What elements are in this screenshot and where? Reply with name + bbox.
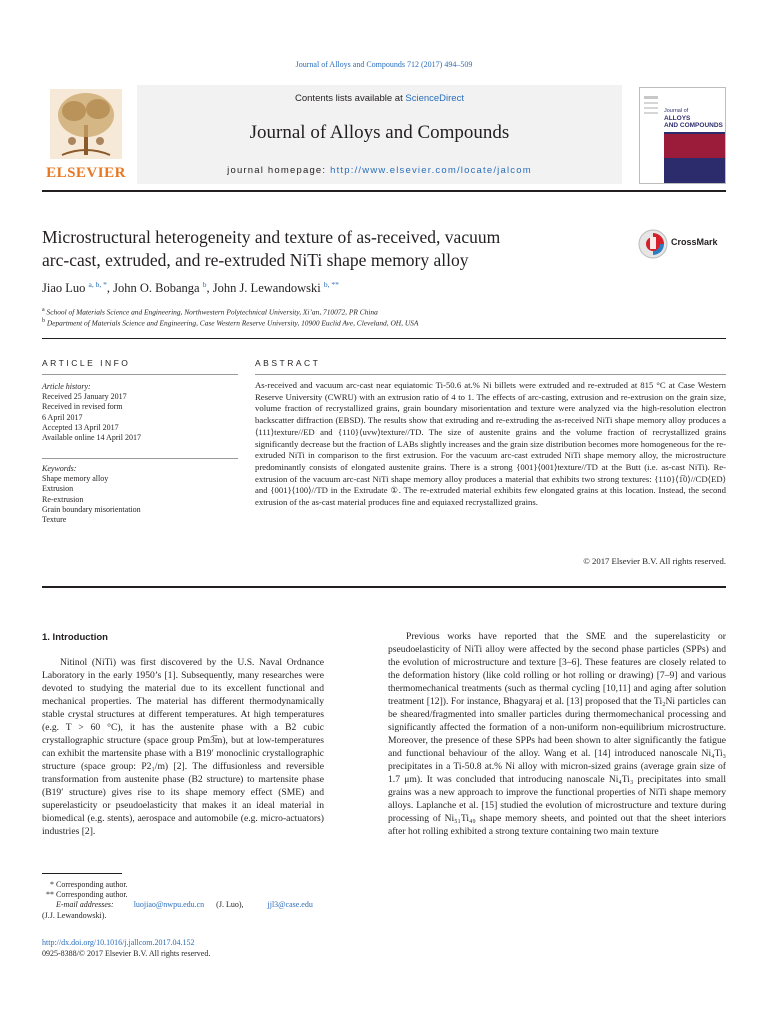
issn-line: 0925-8388/© 2017 Elsevier B.V. All rights reserved. (42, 948, 211, 958)
crossmark-icon (638, 229, 668, 259)
author-name[interactable]: Jiao Luo (42, 281, 86, 296)
elsevier-tree-icon (42, 85, 130, 163)
history-item: Received in revised form (42, 402, 123, 412)
affiliation: $^b$ Department of Materials Science and Engineering, Case Western Reserve University, 10900 Euclid Ave, Cleveland, OH, USA (42, 318, 419, 328)
keyword: Texture (42, 515, 67, 525)
journal-citation[interactable]: Journal of Alloys and Compounds 712 (2017) 494–509 (295, 60, 473, 69)
article-title: Microstructural heterogeneity and texture of as-received, vacuum arc-cast, extruded, and re-extruded NiTi shape memory alloy (42, 227, 501, 270)
journal-banner (137, 85, 622, 184)
abstract-heading: ABSTRACT (255, 358, 321, 368)
intro-right-column (388, 630, 726, 838)
crossmark-label: CrossMark (671, 237, 718, 247)
article-history (42, 382, 238, 443)
section-heading-introduction: 1. Introduction (42, 632, 108, 643)
keywords-divider (42, 458, 238, 459)
keyword: Re-extrusion (42, 494, 84, 504)
footnote-corresponding: * Corresponding author. (50, 880, 128, 889)
email-label: E-mail addresses: (56, 900, 114, 910)
homepage-label: journal homepage: (227, 165, 331, 176)
journal-masthead (42, 85, 726, 184)
author-name[interactable]: John J. Lewandowski (212, 281, 321, 296)
history-item: Received 25 January 2017 (42, 392, 127, 402)
crossmark-badge[interactable] (638, 229, 728, 259)
article-info-heading: ARTICLE INFO (42, 358, 131, 368)
footnote-rule (42, 873, 122, 874)
contents-prefix: Contents lists available at (295, 93, 406, 104)
author-name[interactable]: John O. Bobanga (113, 281, 200, 296)
contents-line (137, 93, 622, 104)
keywords-list (42, 464, 238, 525)
publisher-name: ELSEVIER (46, 165, 126, 181)
homepage-link[interactable]: http://www.elsevier.com/locate/jalcom (330, 165, 532, 176)
email-link[interactable]: jjl3@case.edu (267, 900, 313, 910)
doi-link[interactable]: http://dx.doi.org/10.1016/j.jallcom.2017.04.152 (42, 938, 195, 947)
author-affiliation-mark[interactable]: b, ** (323, 280, 339, 289)
footnote-emails (42, 900, 324, 910)
masthead-divider (42, 190, 726, 192)
email-owner: (J. Luo), (216, 900, 244, 910)
journal-cover-thumbnail[interactable] (639, 87, 726, 184)
keywords-label: Keywords: (42, 464, 77, 473)
author-affiliation-mark[interactable]: a, b, * (88, 280, 107, 289)
footnote-corresponding: ** Corresponding author. (46, 890, 128, 900)
journal-name: Journal of Alloys and Compounds (249, 122, 510, 143)
cover-art-icon (640, 88, 725, 183)
email-owner: (J.J. Lewandowski). (42, 910, 107, 920)
abstract-copyright: © 2017 Elsevier B.V. All rights reserved. (583, 556, 726, 566)
body-paragraph: Previous works have reported that the SME and the superelasticity or pseudoelasticity of NiTi alloy were affected by the second phase particles (SPPs) and the evolution of microstructure and texture [3–6]. These features are closely related to the deformation history (like cold rolling or hot rolling or drawing) [7–9] and various thermomechanical treatments (such as thermal cycling [10,11] and aging after solution treatment [12]). For instance, Bhagyaraj et al. [13] proposed that the Ti₂Ni particles can be sheared/fragmented into smaller particles during thermomechanical processing and significantly affected the formation of a non-uniform non-equilibrium microstructure. Moreover, the presence of these SPPs had been shown to alter significantly the fatigue and functional behaviour of the alloy. Wang et al. [14] introduced nanoscale Ni₄Ti₃ precipitates in a Ti-50.8 at.% Ni alloy with micron-sized grains (average grain size of 1.7 μm). It was concluded that introducing nanoscale Ni₄Ti₃ precipitates into small grains was a new approach to improve the functional properties of NiTi shape memory alloys. Laplanche et al. [15] studied the evolution of microstructure and texture during processing of Ni₅₁Ti₄₉ shape memory sheets, and pointed out that the sheet interiors after hot rolling exhibited a strong texture containing two main texture (388, 631, 726, 837)
keyword: Grain boundary misorientation (42, 504, 141, 514)
history-item: Accepted 13 April 2017 (42, 422, 119, 432)
keyword: Extrusion (42, 484, 74, 494)
author-affiliation-mark[interactable]: b (202, 280, 207, 289)
author-list: Jiao Luo $^{a, b, *}$, John O. Bobanga $^b$, John J. Lewandowski $^{b, **}$ (42, 280, 339, 296)
abstract-bottom-rule (42, 586, 726, 588)
history-item: Available online 14 April 2017 (42, 433, 141, 443)
history-item: 6 April 2017 (42, 412, 83, 422)
info-divider (42, 374, 238, 375)
history-label: Article history: (42, 382, 91, 391)
affiliation: $^a$ School of Materials Science and Engineering, Northwestern Polytechnical University, Xi’an, 710072, PR China (42, 307, 378, 317)
keyword: Shape memory alloy (42, 474, 109, 484)
header-divider (42, 338, 726, 339)
sciencedirect-link[interactable]: ScienceDirect (405, 93, 464, 104)
intro-left-column (42, 656, 324, 838)
elsevier-logo[interactable] (42, 85, 130, 184)
body-paragraph: Nitinol (NiTi) was first discovered by the U.S. Naval Ordnance Laboratory in the early 1950’s [1]. Subsequently, many researches were devoted to studying the material due to its excellent functional and mechanical properties. The material has different thermodynamically stable crystal structures at different temperatures. At high temperatures (e.g. T > 60 °C), it has the austenite phase with a B2 cubic crystallographic structure (space group Pm3̅m), but at low-temperatures can exhibit the martensite phase with a B19′ monoclinic crystallographic structure (space group: P2₁/m) [2]. The diffusionless and reversible transformation from austenite phase (B2 structure) to martensite phase (B19′ structure) gives rise to its shape memory effect (SME) and superelasticity or pseudoelasticity that makes it an ideal material in biomedical (e.g. stents), aerospace and automobile (e.g. micro-actuators) industries [2]. (42, 657, 324, 837)
email-link[interactable]: luojiao@nwpu.edu.cn (133, 900, 205, 910)
abstract-text: As-received and vacuum arc-cast near equiatomic Ti-50.6 at.% Ni billets were extruded and re-extruded at 815 °C at Case Western Reserve University (CWRU) with an extrusion ratio of 4 to 1. The effects of arc-casting, extrusion and re-extrusion on the grain size, volume fraction of recrystallized grains, grain boundary misorientation and texture were analyzed via the high-resolution electron backscatter diffraction (EBSD). The results show that extruding and re-extruding the as-received NiTi shape memory alloy produces a ⟨111⟩texture//ED and {110}⟨uvw⟩texture//TD. The size of austenite grains and the volume fraction of recrystallized grains significantly decrease but the fraction of LABs slightly increases and the grain size distribution becomes more homogeneous for the re-extruded NiTi in comparison to the first extrusion. For the vacuum arc-cast extruded NiTi shape memory alloy, the microstructure predominantly consists of elongated austenite grains. There is a strong {001}⟨001⟩texture//TD at the Butt (i.e. as-cast NiTi). Re-extrusion of the vacuum arc-cast NiTi shape memory alloy produces a material that exhibits two strong textures: {110}⟨1̅0⟩//CD⟨ED⟩ and {001}⟨100⟩//TD in the Extrudate ①. The re-extruded material exhibits few elongated grains at this location. Instead, the second extrusion of the as-cast material produces fine and equiaxed recrystallized grains. (255, 380, 726, 508)
cover-title: Journal of ALLOYS AND COMPOUNDS (664, 108, 723, 129)
abstract-divider (255, 374, 726, 375)
footnotes (42, 880, 324, 921)
journal-homepage (137, 165, 622, 176)
doi-block (42, 938, 210, 959)
